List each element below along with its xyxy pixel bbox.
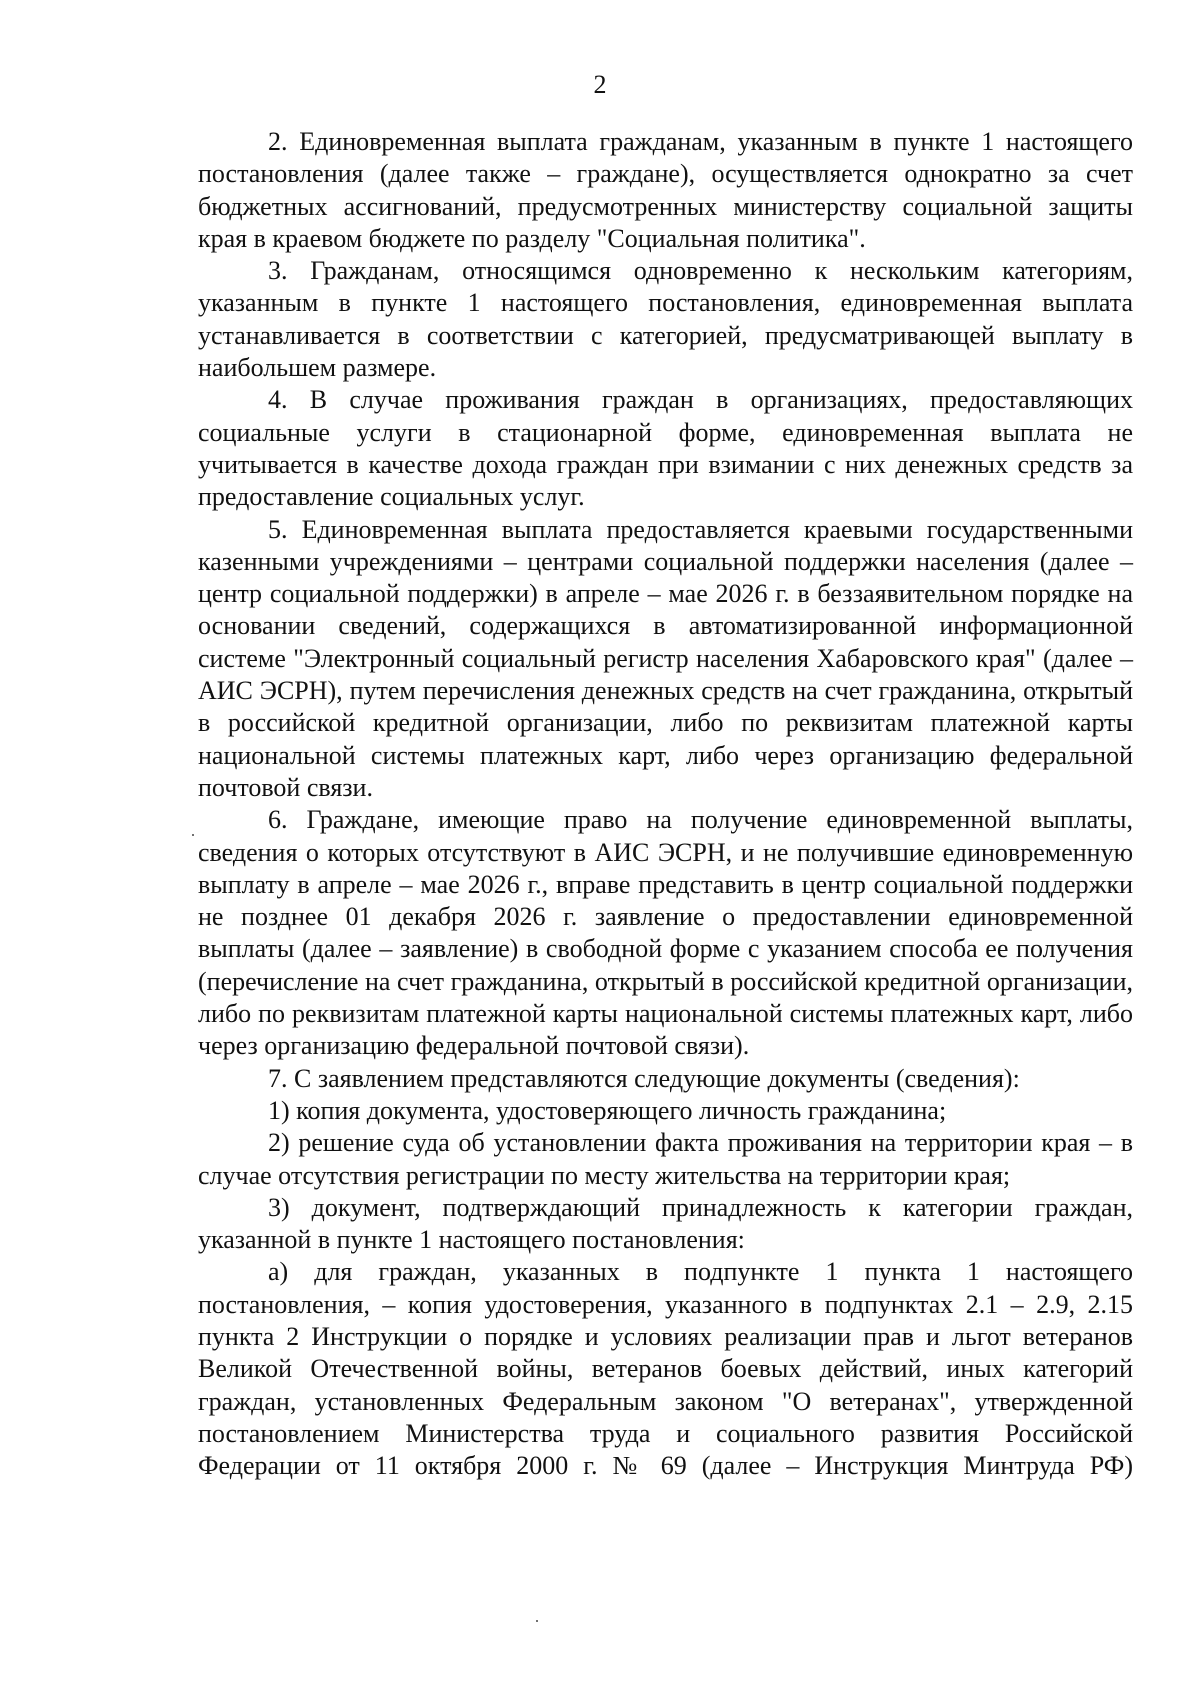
list-item-2: 2) решение суда об установлении факта проживания на территории края – в случае отсутствия регистрации по месту жительства на территории края; [198,1128,1133,1190]
paragraph-3: 3. Гражданам, относящимся одновременно к нескольким категориям, указанным в пункте 1 настоящего постановления, единовременная выплата устанавливается в соответствии с категорией, предусматривающей выплату в наибольшем размере. [198,256,1133,383]
paragraph-5: 5. Единовременная выплата предоставляется краевыми государственными казенными учреждениями – центрами социальной поддержки населения (далее – центр социальной поддержки) в апреле – мае 2026 г. в беззаявительном порядке на основании сведений, содержащихся в автоматизированной информационной системе "Электронный социальный регистр населения Хабаровского края" (далее – АИС ЭСРН), путем перечисления денежных средств на счет гражданина, открытый в российской кредитной организации, либо по реквизитам платежной карты национальной системы платежных карт, либо через организацию федеральной почтовой связи. [198,514,1133,802]
scan-artifact [192,834,194,836]
paragraph-4: 4. В случае проживания граждан в организациях, предоставляющих социальные услуги в стационарной форме, единовременная выплата не учитывается в качестве дохода граждан при взимании с них денежных средств за предоставление социальных услуг. [198,385,1133,512]
document-body [198,126,1133,1482]
paragraph-6: 6. Граждане, имеющие право на получение единовременной выплаты, сведения о которых отсутствуют в АИС ЭСРН, и не получившие единовременную выплату в апреле – мае 2026 г., вправе представить в центр социальной поддержки не позднее 01 декабря 2026 г. заявление о предоставлении единовременной выплаты (далее – заявление) в свободной форме с указанием способа ее получения (перечисление на счет гражданина, открытый в российской кредитной организации, либо по реквизитам платежной карты национальной системы платежных карт, либо через организацию федеральной почтовой связи). [198,805,1133,1061]
paragraph-2: 2. Единовременная выплата гражданам, указанным в пункте 1 настоящего постановления (далее также – граждане), осуществляется однократно за счет бюджетных ассигнований, предусмотренных министерству социальной защиты края в краевом бюджете по разделу "Социальная политика". [198,127,1133,253]
page-number: 2 [593,70,607,99]
list-item-1: 1) копия документа, удостоверяющего личность гражданина; [268,1095,947,1125]
scan-artifact [536,1620,538,1622]
paragraph-7: 7. С заявлением представляются следующие документы (сведения): [268,1063,1020,1093]
list-item-3: 3) документ, подтверждающий принадлежность к категории граждан, указанной в пункте 1 настоящего постановления: [198,1192,1133,1255]
sub-item-a: а) для граждан, указанных в подпункте 1 пункта 1 настоящего постановления, – копия удостоверения, указанного в подпунктах 2.1 – 2.9, 2.15 пункта 2 Инструкции о порядке и условиях реализации прав и льгот ветеранов Великой Отечественной войны, ветеранов боевых действий, иных категорий граждан, установленных Федеральным законом "О ветеранах", утвержденной постановлением Министерства труда и социального развития Российской Федерации от 11 октября 2000 г. № 69 (далее – Инструкция Минтруда РФ) [198,1257,1133,1481]
